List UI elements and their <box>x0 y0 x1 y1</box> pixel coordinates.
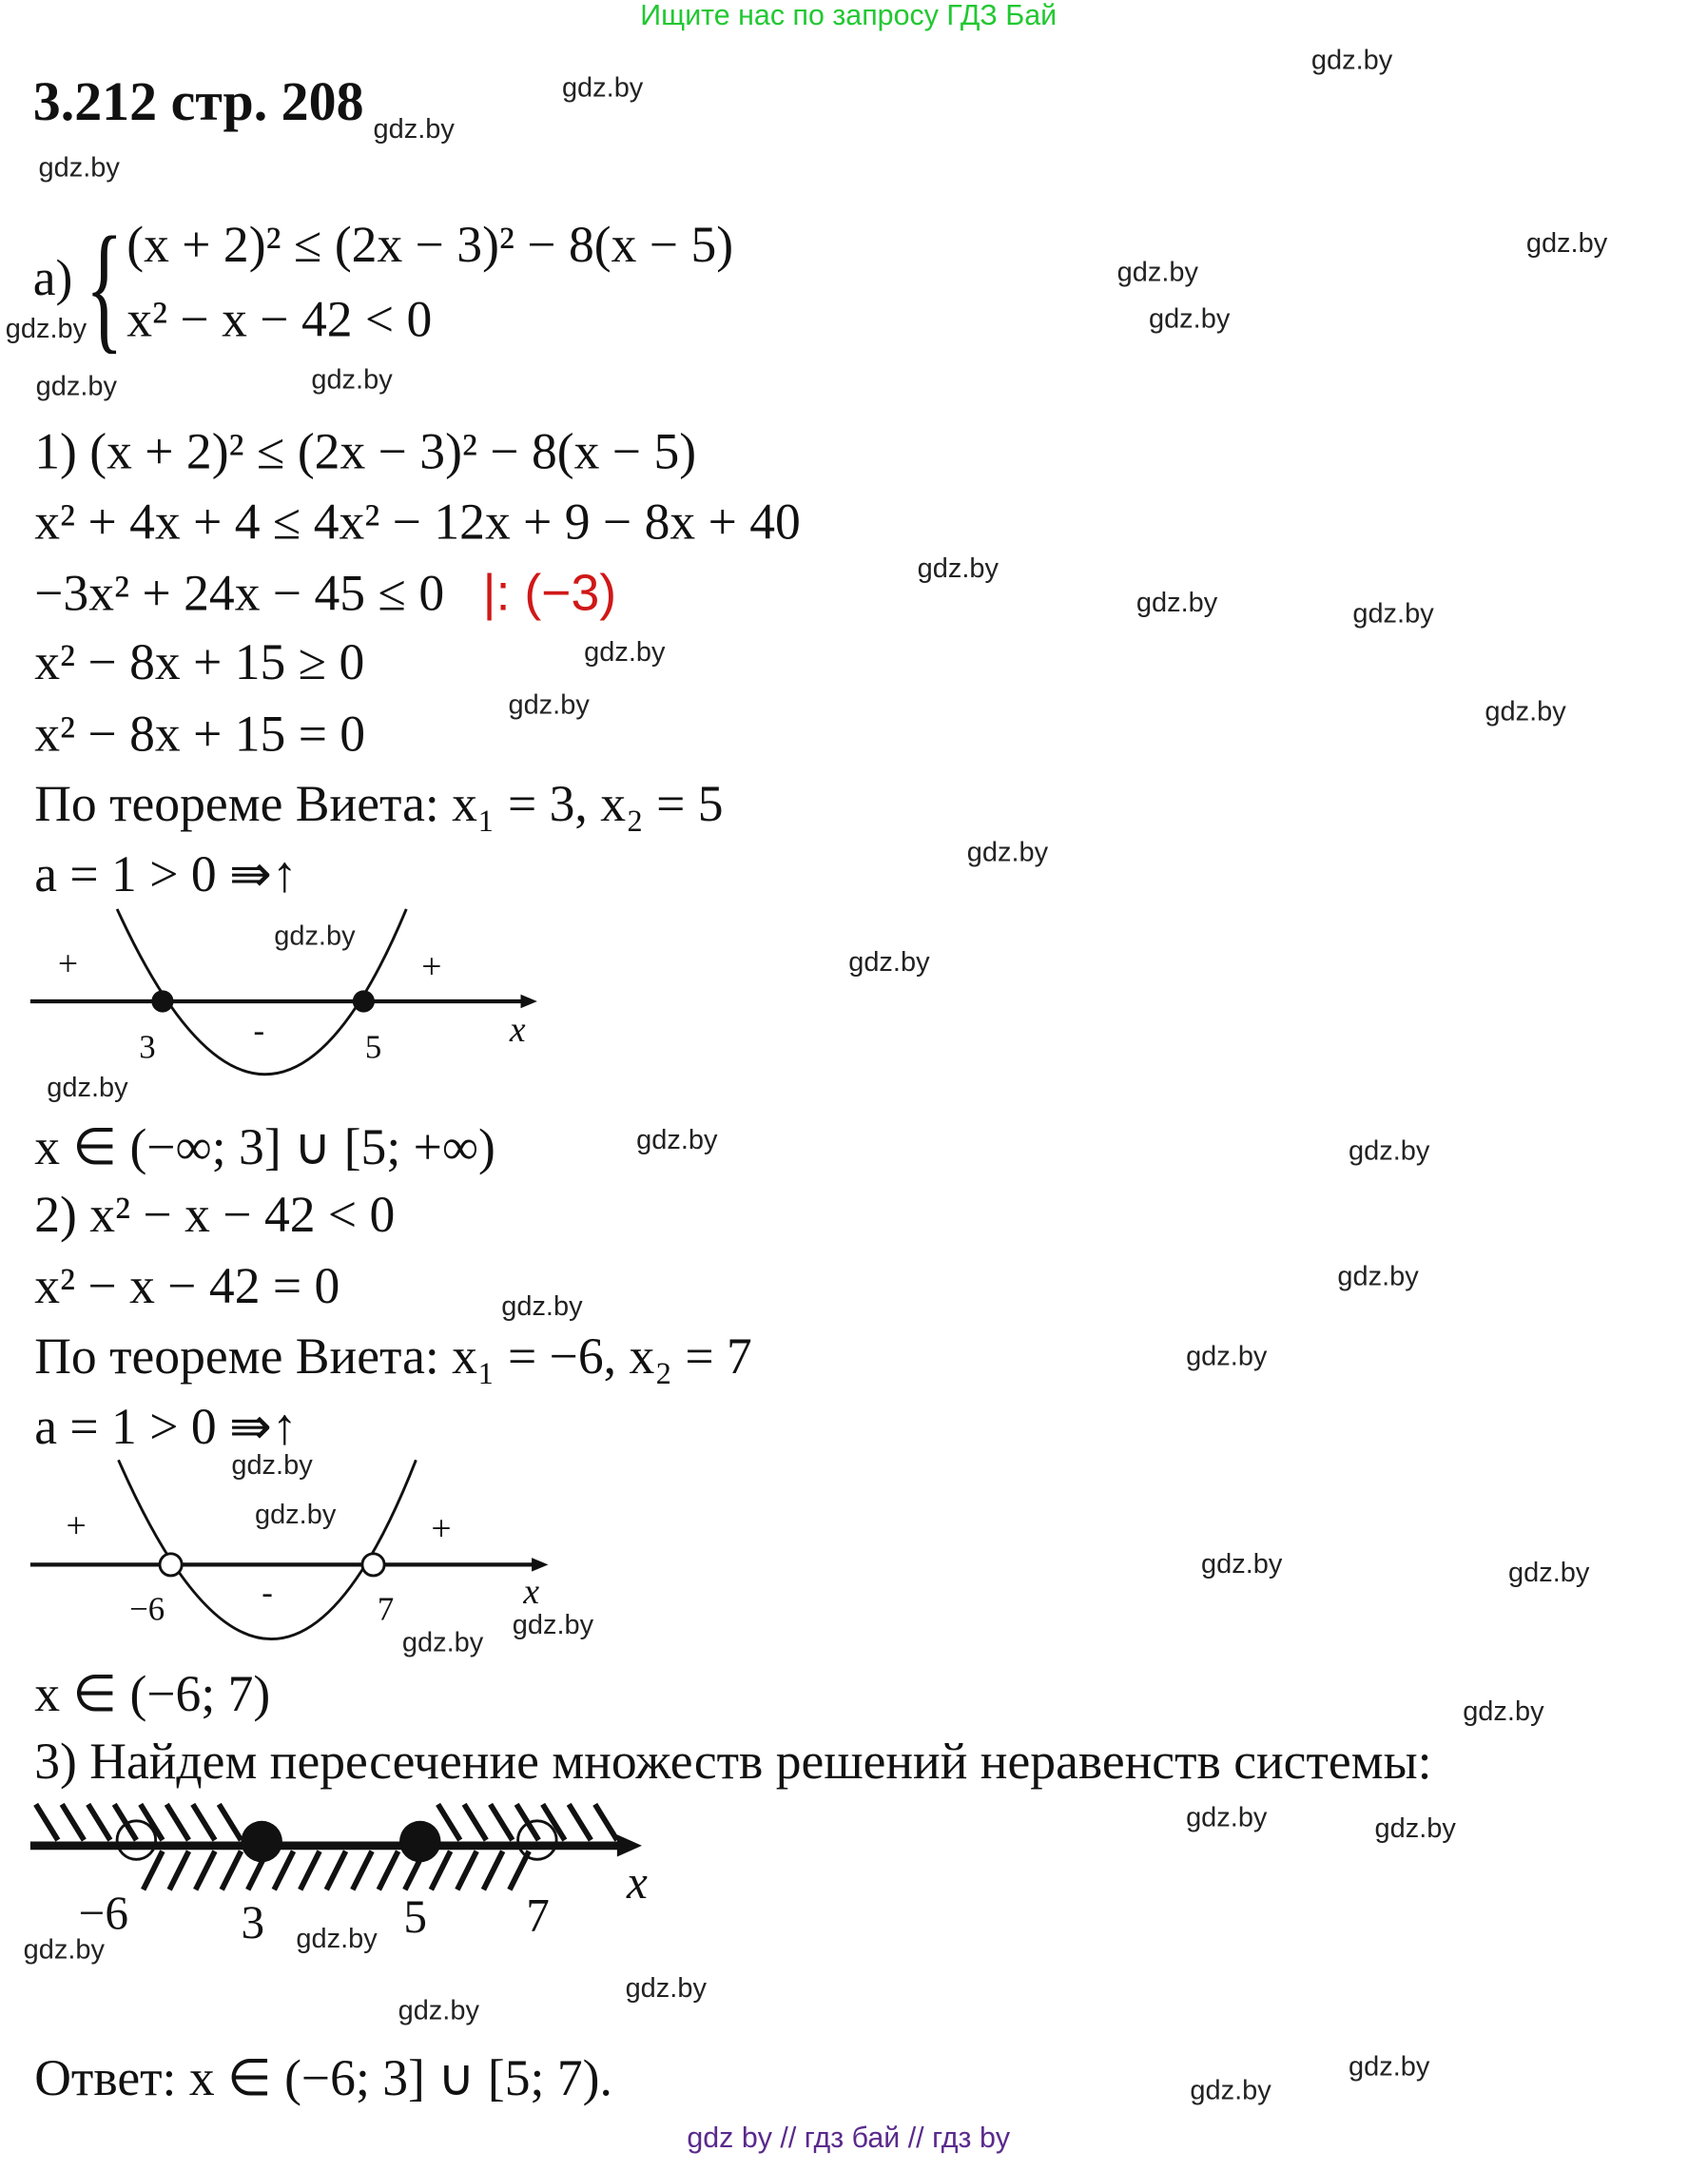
hatch-stroke <box>353 1851 372 1890</box>
watermark: gdz.by <box>1507 1558 1590 1589</box>
watermark: gdz.by <box>398 1995 479 2026</box>
graph2-parabola-diagram <box>30 1460 549 1638</box>
watermark: gdz.by <box>1463 1696 1544 1728</box>
step-line: По теореме Виета: x₁ = 3, x₂ = 5 <box>34 776 724 834</box>
hatch-stroke <box>378 1851 398 1890</box>
watermark: gdz.by <box>625 1973 707 2005</box>
filled-point <box>241 1821 281 1862</box>
footer-links[interactable]: gdz by // гдз бай // гдз by <box>687 2122 1011 2155</box>
watermark: gdz.by <box>1190 2075 1271 2106</box>
hatch-stroke <box>464 1804 486 1840</box>
watermark: gdz.by <box>5 314 87 345</box>
filled-point <box>399 1821 440 1862</box>
watermark: gdz.by <box>1374 1813 1456 1845</box>
step-line: a = 1 > 0 ⇛↑ <box>34 1399 298 1456</box>
filled-point <box>151 990 173 1012</box>
watermark: gdz.by <box>584 637 666 669</box>
step-line: x² − x − 42 = 0 <box>34 1258 340 1316</box>
hatch-stroke <box>431 1851 450 1890</box>
watermark: gdz.by <box>274 921 356 952</box>
axis-arrow-icon <box>520 995 536 1008</box>
watermark: gdz.by <box>848 947 930 979</box>
watermark: gdz.by <box>1135 588 1218 619</box>
watermark: gdz.by <box>501 1291 583 1323</box>
step-line: −3x² + 24x − 45 ≤ 0 |: (−3) <box>34 564 617 623</box>
hatch-stroke <box>169 1851 188 1890</box>
step-line: a = 1 > 0 ⇛↑ <box>34 846 298 904</box>
point-label: 3 <box>241 1895 265 1948</box>
sign-plus: + <box>431 1508 452 1549</box>
watermark: gdz.by <box>1348 2052 1430 2083</box>
graph1-parabola-diagram <box>30 909 537 1075</box>
hatch-stroke <box>326 1851 345 1890</box>
step-line: 1) (x + 2)² ≤ (2x − 3)² − 8(x − 5) <box>34 424 697 481</box>
hatch-stroke <box>62 1804 84 1840</box>
hatch-stroke <box>88 1804 110 1840</box>
hatch-stroke <box>219 1804 241 1840</box>
watermark: gdz.by <box>401 1628 484 1658</box>
hatch-stroke <box>196 1851 215 1890</box>
point-label: 7 <box>377 1590 395 1628</box>
step-line: По теореме Виета: x₁ = −6, x₂ = 7 <box>34 1328 752 1386</box>
watermark: gdz.by <box>966 837 1049 868</box>
sign-plus: + <box>66 1505 87 1546</box>
hatch-stroke <box>222 1851 241 1890</box>
axis-arrow-icon <box>532 1558 548 1571</box>
hatch-stroke <box>491 1804 513 1840</box>
point-label: 5 <box>364 1028 382 1066</box>
hatch-stroke <box>193 1804 215 1840</box>
search-banner[interactable]: Ищите нас по запросу ГДЗ Бай <box>640 0 1058 32</box>
watermark: gdz.by <box>231 1450 313 1482</box>
step-line: 2) x² − x − 42 < 0 <box>34 1187 396 1244</box>
hatch-stroke <box>274 1851 293 1890</box>
axis-arrow-icon <box>617 1834 642 1856</box>
graph3-intersection-diagram <box>30 1804 648 1948</box>
watermark: gdz.by <box>38 152 120 184</box>
answer-line: Ответ: x ∈ (−6; 3] ∪ [5; 7). <box>34 2050 612 2108</box>
point-label: −6 <box>78 1886 128 1939</box>
watermark: gdz.by <box>47 1073 128 1104</box>
point-label: 7 <box>526 1889 550 1942</box>
watermark: gdz.by <box>636 1125 718 1156</box>
hatch-stroke <box>438 1804 460 1840</box>
axis-label: x <box>509 1009 526 1050</box>
system-label: а) <box>32 250 73 307</box>
watermark: gdz.by <box>1310 45 1393 76</box>
system-brace: { <box>85 207 124 367</box>
watermark: gdz.by <box>35 372 118 402</box>
watermark: gdz.by <box>561 72 644 104</box>
hatch-stroke <box>166 1804 188 1840</box>
watermark: gdz.by <box>1485 696 1566 727</box>
point-label: −6 <box>129 1590 165 1628</box>
filled-point <box>353 990 375 1012</box>
point-label: 3 <box>139 1028 156 1066</box>
axis-label: x <box>627 1855 648 1909</box>
page-title: 3.212 стр. 208 <box>32 69 364 133</box>
hatch-stroke <box>569 1804 591 1840</box>
watermark: gdz.by <box>508 689 590 721</box>
watermark: gdz.by <box>917 553 999 585</box>
step-line: 3) Найдем пересечение множеств решений неравенств системы: <box>34 1734 1432 1791</box>
watermark: gdz.by <box>1525 228 1608 260</box>
hatch-stroke <box>595 1804 617 1840</box>
watermark: gdz.by <box>23 1935 105 1966</box>
point-label: 5 <box>403 1890 428 1944</box>
watermark: gdz.by <box>254 1500 337 1531</box>
watermark: gdz.by <box>512 1610 594 1641</box>
watermark: gdz.by <box>1201 1549 1283 1580</box>
system-eq2: x² − x − 42 < 0 <box>126 292 433 349</box>
step-line: x ∈ (−∞; 3] ∪ [5; +∞) <box>34 1119 495 1176</box>
step-line: x ∈ (−6; 7) <box>34 1666 271 1723</box>
step-line: x² + 4x + 4 ≤ 4x² − 12x + 9 − 8x + 40 <box>34 494 801 552</box>
watermark: gdz.by <box>1348 1135 1430 1167</box>
division-note: |: (−3) <box>482 564 617 622</box>
sign-plus: + <box>57 943 79 984</box>
watermark: gdz.by <box>373 114 455 145</box>
hatch-stroke <box>457 1851 476 1890</box>
system-eq1: (x + 2)² ≤ (2x − 3)² − 8(x − 5) <box>126 217 734 275</box>
hatch-stroke <box>301 1851 320 1890</box>
watermark: gdz.by <box>1116 257 1199 288</box>
watermark: gdz.by <box>1337 1261 1419 1292</box>
watermark: gdz.by <box>311 364 393 396</box>
step-line: x² − 8x + 15 ≥ 0 <box>34 634 365 692</box>
sign-minus: - <box>253 1011 265 1049</box>
open-point <box>362 1554 384 1576</box>
watermark: gdz.by <box>1186 1341 1268 1372</box>
hatch-stroke <box>36 1804 58 1840</box>
watermark: gdz.by <box>1352 599 1434 630</box>
axis-label: x <box>523 1571 540 1612</box>
open-point <box>160 1554 182 1576</box>
hatch-stroke <box>483 1851 502 1890</box>
step-line: x² − 8x + 15 = 0 <box>34 707 366 764</box>
watermark: gdz.by <box>1148 304 1231 335</box>
watermark: gdz.by <box>296 1924 378 1955</box>
watermark: gdz.by <box>1186 1802 1268 1833</box>
sign-minus: - <box>262 1573 273 1611</box>
sign-plus: + <box>421 946 442 987</box>
